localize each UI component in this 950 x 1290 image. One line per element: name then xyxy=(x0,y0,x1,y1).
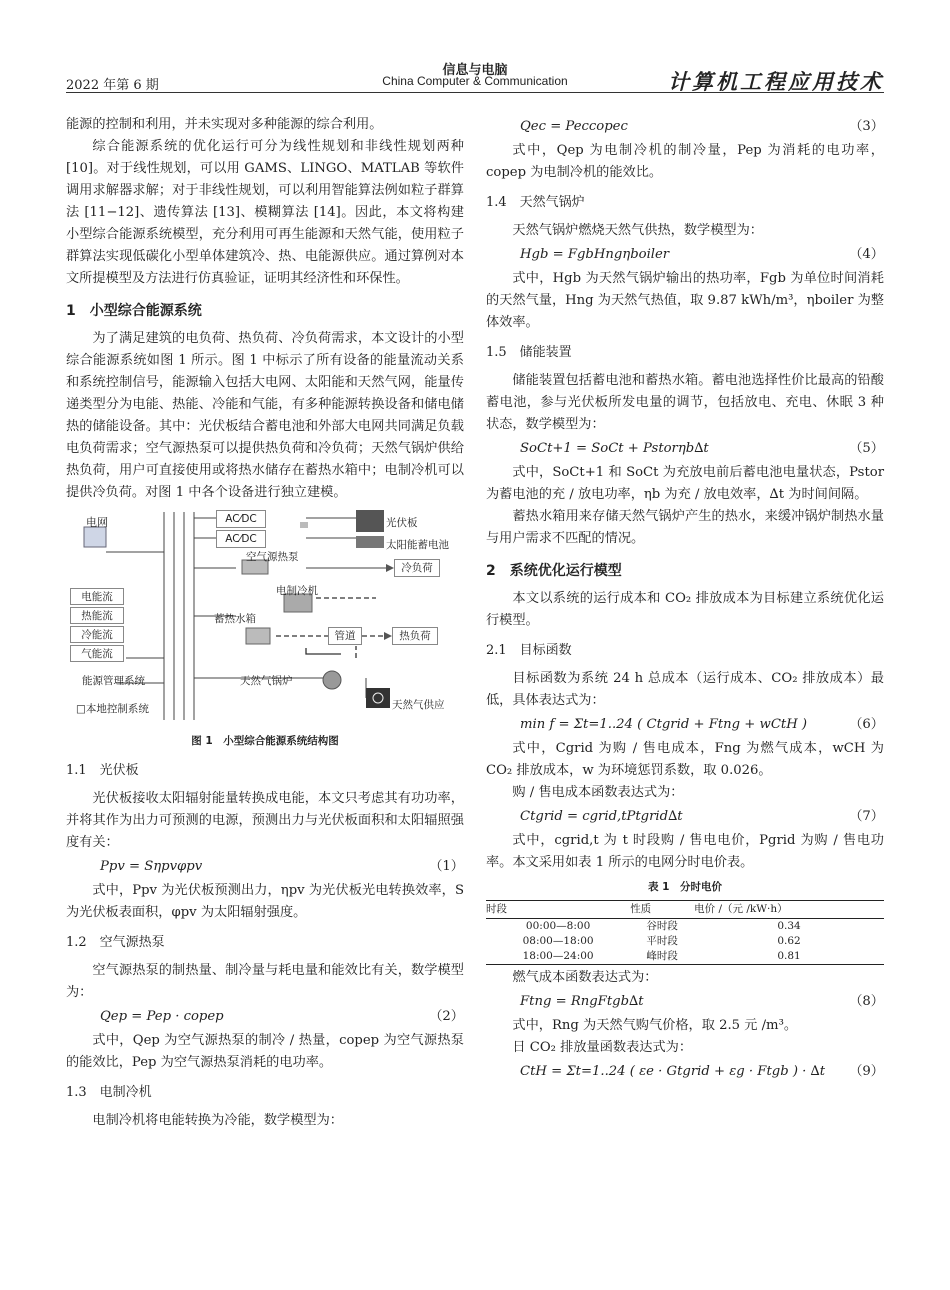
paragraph: 式中，Cgrid 为购 / 售电成本，Fng 为燃气成本，wCH 为 CO₂ 排放成本，w 为环境惩罚系数，取 0.026。 xyxy=(486,741,884,778)
paragraph: 能源的控制和利用，并未实现对多种能源的综合利用。 xyxy=(66,117,383,132)
table-cell: 0.81 xyxy=(694,949,884,965)
equation-6: min f = Σt=1..24 ( Ctgrid + Ftng + wCtH ) （6） xyxy=(520,717,884,732)
subsection-heading: 1.1 光伏板 xyxy=(66,763,139,778)
paragraph: 电制冷机将电能转换为冷能，数学模型为： xyxy=(92,1113,343,1128)
paragraph: 为了满足建筑的电负荷、热负荷、冷负荷需求，本文设计的小型综合能源系统如图 1 所示。图 1 中标示了所有设备的能量流动关系和系统控制信号，能源输入包括大电网、太阳能和天然气网，能量传递类型分为电能、热能、冷能和气能，有多种能源转换设备和储电储热的储能设备。其中：光伏板结合蓄电池和外部大电网共同满足负载电负荷需求；空气源热泵可以提供热负荷和冷负荷；天然气锅炉供给热负荷，用户可直接使用或将热水储存在蓄热水箱中；电制冷机可以提供冷负荷。对图 1 中各个设备进行独立建模。 xyxy=(66,331,464,500)
subsection-heading: 1.3 电制冷机 xyxy=(66,1085,152,1100)
paragraph: 式中，Hgb 为天然气锅炉输出的热功率，Fgb 为单位时间消耗的天然气量，Hng 为天然气热值，取 9.87 kWh/m³，ηboiler 为整体效率。 xyxy=(486,271,884,330)
equation-9: CtH = Σt=1..24 ( εe · Gtgrid + εg · Ftgb ) · ∆t （9） xyxy=(520,1064,884,1079)
header-rule xyxy=(66,92,884,93)
issue-label: 2022 年第 6 期 xyxy=(66,78,159,93)
table-row xyxy=(486,919,884,935)
tou-price-table xyxy=(486,900,884,965)
pipe-box: 管道 xyxy=(328,627,362,645)
subsection-heading: 2.1 目标函数 xyxy=(486,643,572,658)
left-column xyxy=(66,114,464,1132)
table-row xyxy=(486,949,884,965)
paragraph: 购 / 售电成本函数表达式为： xyxy=(512,785,684,800)
local-control-label: □本地控制系统 xyxy=(76,703,149,715)
legend-electric: 电能流 xyxy=(70,588,124,605)
paragraph: 光伏板接收太阳辐射能量转换成电能，本文只考虑其有功功率，并将其作为出力可预测的电源，预测出力与光伏板面积和太阳辐照强度有关： xyxy=(66,791,464,850)
paragraph: 储能装置包括蓄电池和蓄热水箱。蓄电池选择性价比最高的铅酸蓄电池，参与光伏板所发电量的调节，包括放电、充电、休眠 3 种状态，数学模型为： xyxy=(486,373,884,432)
column-title: 计算机工程应用技术 xyxy=(668,69,884,94)
paragraph: 燃气成本函数表达式为： xyxy=(512,970,658,985)
table-cell: 00:00—8:00 xyxy=(525,920,591,932)
figure-1 xyxy=(66,508,464,730)
legend-gas: 气能流 xyxy=(70,645,124,662)
table-row xyxy=(486,934,884,949)
paragraph: 式中，Rng 为天然气购气价格，取 2.5 元 /m³。 xyxy=(512,1018,798,1033)
gas-supply-label: 天然气供应 xyxy=(392,699,445,711)
legend-heat: 热能流 xyxy=(70,607,124,624)
equation-5: SoCt+1 = SoCt + Pstorηb∆t （5） xyxy=(520,441,884,456)
paragraph: 式中，SoCt+1 和 SoCt 为充放电前后蓄电池电量状态，Pstor 为蓄电池的充 / 放电功率，ηb 为充 / 放电效率，∆t 为时间间隔。 xyxy=(486,465,884,502)
table-header: 时段 xyxy=(486,901,630,919)
figure-caption: 图 1 小型综合能源系统结构图 xyxy=(191,735,339,747)
equation-1: Ppv = Sηpvφpv （1） xyxy=(100,859,464,874)
table-cell: 0.62 xyxy=(777,935,801,947)
paragraph: 目标函数为系统 24 h 总成本（运行成本、CO₂ 排放成本）最低，具体表达式为： xyxy=(486,671,884,708)
pv-label: 光伏板 xyxy=(386,517,418,529)
ems-label: 能源管理系统 xyxy=(82,675,145,687)
ac-dc-converter: AC⁄DC xyxy=(216,510,266,528)
paragraph: 天然气锅炉燃烧天然气供热，数学模型为： xyxy=(512,223,763,238)
section-heading: 2 系统优化运行模型 xyxy=(486,563,622,579)
boiler-label: 天然气锅炉 xyxy=(240,675,293,687)
subsection-heading: 1.4 天然气锅炉 xyxy=(486,195,585,210)
table-header: 电价 /（元 /kW·h） xyxy=(694,901,884,919)
cool-load-box: 冷负荷 xyxy=(394,559,440,577)
paragraph: 综合能源系统的优化运行可分为线性规划和非线性规划两种 [10]。对于线性规划，可以用 GAMS、LINGO、MATLAB 等软件调用求解器求解；对于非线性规划，可以利用智能算法例如粒子群算法 [11−12]、遗传算法 [13]、模糊算法 [14]。因此，本文将构建小型综合能源系统模型，充分利用可再生能源和天然气能，使用粒子群算法实现低碳化小型单体建筑冷、热、电能源供应。通过算例对本文所提模型及方法进行仿真验证，证明其经济性和环保性。 xyxy=(66,139,464,286)
section-heading: 1 小型综合能源系统 xyxy=(66,303,202,319)
table-cell: 08:00—18:00 xyxy=(522,935,594,947)
equation-2: Qep = Pep · copep （2） xyxy=(100,1009,464,1024)
table-cell: 0.34 xyxy=(777,920,801,932)
table-cell: 平时段 xyxy=(646,935,678,947)
table-cell: 谷时段 xyxy=(646,920,678,932)
paragraph: 日 CO₂ 排放量函数表达式为： xyxy=(512,1040,693,1055)
journal-title-cn: 信息与电脑 xyxy=(442,63,508,78)
table-header: 性质 xyxy=(630,901,694,919)
table-caption: 表 1 分时电价 xyxy=(648,881,722,893)
legend-cold: 冷能流 xyxy=(70,626,124,643)
ac-dc-converter: AC⁄DC xyxy=(216,530,266,548)
heat-load-box: 热负荷 xyxy=(392,627,438,645)
tank-label: 蓄热水箱 xyxy=(214,613,256,625)
table-cell: 峰时段 xyxy=(630,949,694,965)
paragraph: 式中，cgrid,t 为 t 时段购 / 售电电价，Pgrid 为购 / 售电功率。本文采用如表 1 所示的电网分时电价表。 xyxy=(486,833,884,870)
subsection-heading: 1.2 空气源热泵 xyxy=(66,935,165,950)
paragraph: 蓄热水箱用来存储天然气锅炉产生的热水，来缓冲锅炉制热水量与用户需求不匹配的情况。 xyxy=(486,509,884,546)
paragraph: 式中，Qep 为空气源热泵的制冷 / 热量，copep 为空气源热泵的能效比，Pep 为空气源热泵消耗的电功率。 xyxy=(66,1033,464,1070)
equation-4: Hgb = FgbHngηboiler （4） xyxy=(520,247,884,262)
subsection-heading: 1.5 储能装置 xyxy=(486,345,572,360)
grid-label: 电网 xyxy=(86,516,108,529)
table-cell: 18:00—24:00 xyxy=(486,949,630,965)
equation-7: Ctgrid = cgrid,tPtgrid∆t （7） xyxy=(520,809,884,824)
journal-title-en: China Computer & Communication xyxy=(382,74,568,88)
chiller-label: 电制冷机 xyxy=(276,585,318,597)
paragraph: 式中，Qep 为电制冷机的制冷量，Pep 为消耗的电功率，copep 为电制冷机的能效比。 xyxy=(486,143,884,180)
battery-label: 太阳能蓄电池 xyxy=(386,539,449,551)
equation-3: Qec = Peccopec （3） xyxy=(520,119,884,134)
paragraph: 空气源热泵的制热量、制冷量与耗电量和能效比有关，数学模型为： xyxy=(66,963,464,1000)
paragraph: 本文以系统的运行成本和 CO₂ 排放成本为目标建立系统优化运行模型。 xyxy=(486,591,884,628)
right-column xyxy=(486,114,884,1085)
paragraph: 式中，Ppv 为光伏板预测出力，ηpv 为光伏板光电转换效率，S 为光伏板表面积，φpv 为太阳辐射强度。 xyxy=(66,883,464,920)
heat-pump-label: 空气源热泵 xyxy=(246,551,299,563)
equation-8: Ftng = RngFtgb∆t （8） xyxy=(520,994,884,1009)
